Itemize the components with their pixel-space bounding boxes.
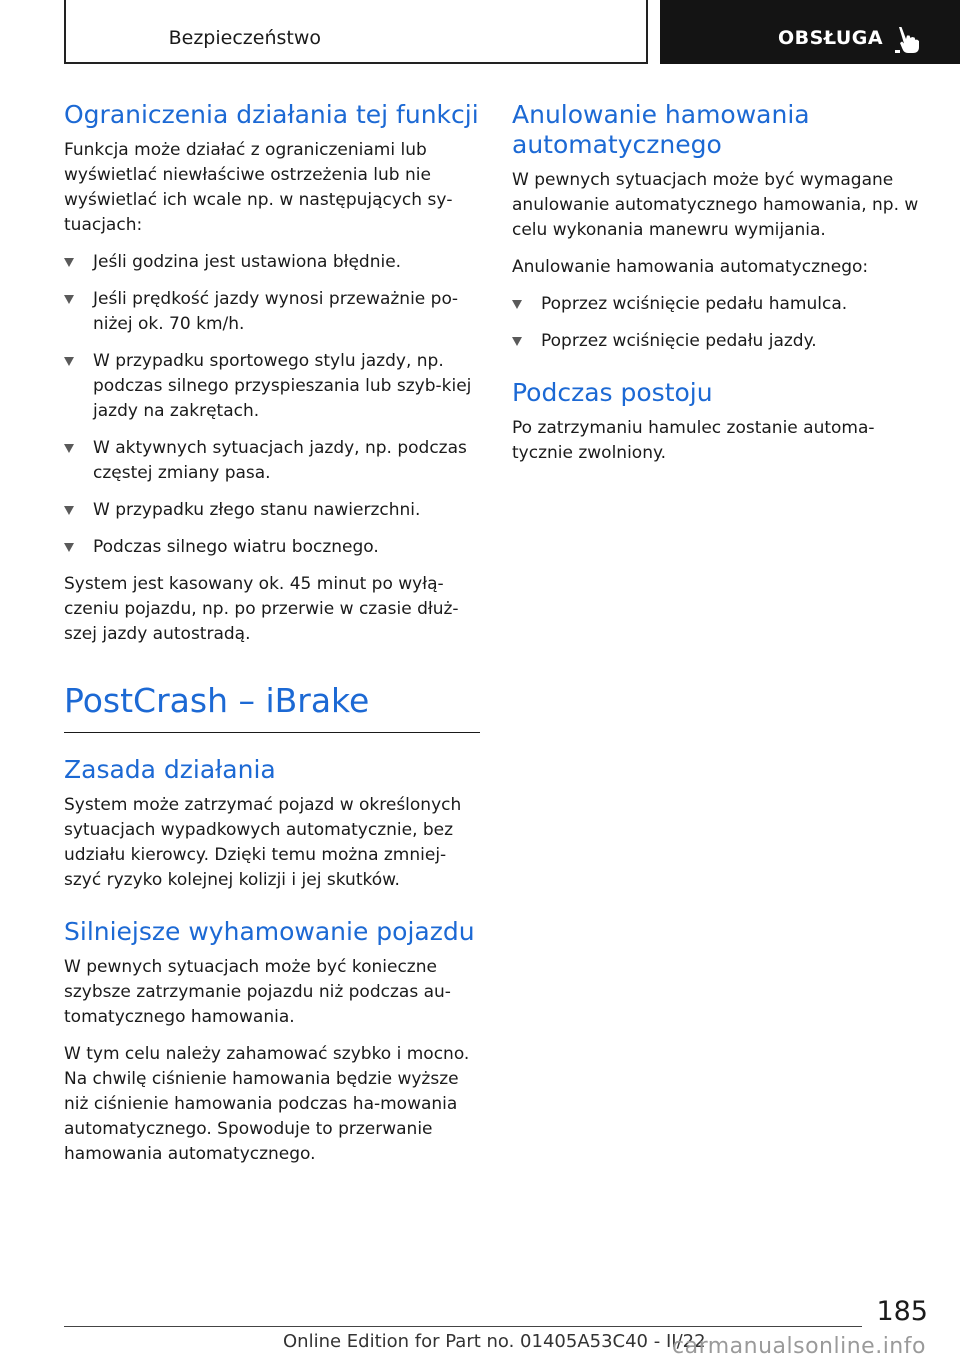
list-item: Poprzez wciśnięcie pedału jazdy. (512, 329, 922, 354)
list-item: W aktywnych sytuacjach jazdy, np. podczas częstej zmiany pasa. (64, 436, 480, 486)
list-item: Podczas silnego wiatru bocznego. (64, 535, 480, 560)
postcrash-title: PostCrash – iBrake (64, 681, 480, 733)
stronger-braking-text-2: W tym celu należy zahamować szybko i mocno. Na chwilę ciśnienie hamowania będzie wyższe niż ciśnienie hamowania podczas ha‐mowania automatycznego. Spowoduje to przerwanie hamowania automatycznego. (64, 1044, 470, 1164)
list-item: Poprzez wciśnięcie pedału hamulca. (512, 292, 922, 317)
standstill-text: Po zatrzymaniu hamulec zostanie automa‐tycznie zwolniony. (512, 418, 875, 463)
list-item: Jeśli godzina jest ustawiona błędnie. (64, 250, 480, 275)
limits-heading: Ograniczenia działania tej funkcji (64, 100, 479, 129)
cancel-braking-heading: Anulowanie hamowania automatycznego (512, 100, 810, 159)
reset-text: System jest kasowany ok. 45 minut po wyłą‐czeniu pojazdu, np. po przerwie w czasie dłuż‐szej jazdy autostradą. (64, 574, 459, 644)
right-column (512, 100, 922, 478)
header-chapter-title: OBSŁUGA (778, 27, 884, 49)
list-item: W przypadku złego stanu nawierzchni. (64, 498, 480, 523)
header-section-title: Bezpieczeństwo (168, 27, 321, 49)
triangle-bullet-icon (64, 506, 74, 515)
footer-divider (64, 1326, 862, 1327)
stronger-braking-heading: Silniejsze wyhamowanie pojazdu (64, 917, 475, 946)
triangle-bullet-icon (64, 295, 74, 304)
limits-intro: Funkcja może działać z ograniczeniami lub wyświetlać niewłaściwe ostrzeżenia lub nie wyświetlać ich wcale np. w następujących sy‐tuacjach: (64, 140, 453, 235)
left-column (64, 100, 480, 1179)
header-section-tab (64, 0, 648, 64)
pointing-hand-icon (894, 26, 920, 54)
cancel-braking-text: W pewnych sytuacjach może być wymagane anulowanie automatycznego hamowania, np. w celu wykonania manewru wymijania. (512, 170, 919, 240)
watermark: carmanualsonline.info (672, 1334, 926, 1359)
triangle-bullet-icon (512, 337, 522, 346)
principle-heading: Zasada działania (64, 755, 276, 784)
limits-list (64, 250, 480, 560)
triangle-bullet-icon (64, 444, 74, 453)
principle-text: System może zatrzymać pojazd w określonych sytuacjach wypadkowych automatycznie, bez udziału kierowcy. Dzięki temu można zmniej‐szyć ryzyko kolejnej kolizji i jej skutków. (64, 795, 462, 890)
header-chapter-tab (660, 0, 960, 64)
cancel-braking-lead: Anulowanie hamowania automatycznego: (512, 257, 869, 277)
cancel-list (512, 292, 922, 354)
stronger-braking-text-1: W pewnych sytuacjach może być konieczne szybsze zatrzymanie pojazdu niż podczas au‐tomatycznego hamowania. (64, 957, 451, 1027)
footer-edition: Online Edition for Part no. 01405A53C40 - II/22 (283, 1331, 706, 1352)
list-item: W przypadku sportowego stylu jazdy, np. podczas silnego przyspieszania lub szyb‐kiej jazdy na zakrętach. (64, 349, 480, 424)
standstill-heading: Podczas postoju (512, 378, 713, 407)
triangle-bullet-icon (64, 357, 74, 366)
triangle-bullet-icon (64, 543, 74, 552)
page-number: 185 (876, 1296, 928, 1327)
list-item: Jeśli prędkość jazdy wynosi przeważnie po‐niżej ok. 70 km/h. (64, 287, 480, 337)
triangle-bullet-icon (512, 300, 522, 309)
triangle-bullet-icon (64, 258, 74, 267)
